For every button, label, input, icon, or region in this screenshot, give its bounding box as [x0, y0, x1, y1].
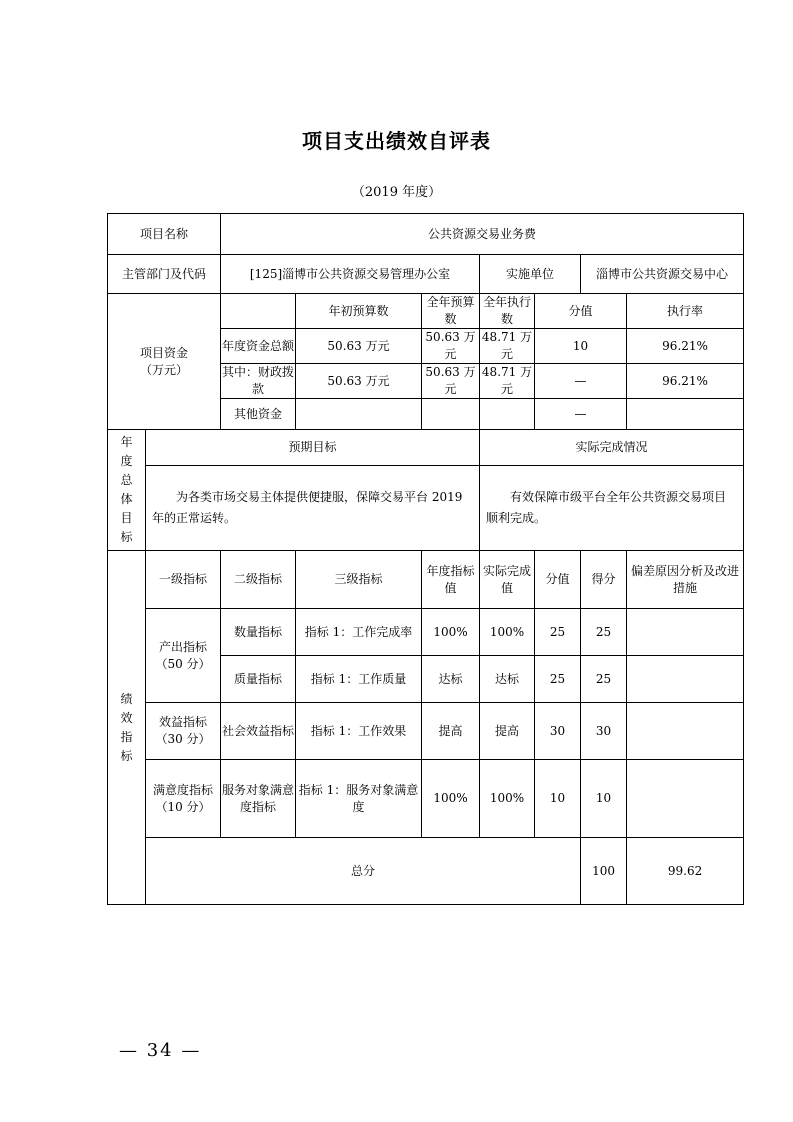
funds-cell: 50.63 万元 — [422, 364, 480, 399]
funds-cell: — — [535, 364, 627, 399]
level3-cell: 指标 1：服务对象满意度 — [296, 760, 422, 838]
score-cell: 30 — [581, 703, 627, 760]
goals-side-char: 总 — [120, 473, 133, 487]
deviation-cell — [627, 609, 744, 656]
deviation-header: 偏差原因分析及改进措施 — [627, 551, 744, 609]
row-funds-header — [108, 294, 744, 329]
funds-header: 分值 — [535, 294, 627, 329]
dept-value: [125]淄博市公共资源交易管理办公室 — [221, 255, 480, 294]
page-title: 项目支出绩效自评表 — [302, 129, 491, 153]
row-performance-header — [108, 551, 744, 609]
row-total — [108, 838, 744, 905]
project-name-label: 项目名称 — [108, 214, 221, 255]
funds-label — [108, 294, 221, 430]
performance-side-char: 绩 — [120, 691, 133, 706]
level1-satisfaction: 满意度指标（10 分） — [146, 760, 221, 838]
performance-side-label — [108, 551, 146, 905]
funds-cell — [627, 399, 744, 430]
dept-label: 主管部门及代码 — [108, 255, 221, 294]
funds-cell: 10 — [535, 329, 627, 364]
value-cell: 30 — [535, 703, 581, 760]
fiscal-year: （2019 年度） — [351, 185, 442, 200]
total-label: 总分 — [146, 838, 581, 905]
value-cell: 25 — [535, 656, 581, 703]
table-row — [108, 760, 744, 838]
total-value: 100 — [581, 838, 627, 905]
score-value-header: 分值 — [535, 551, 581, 609]
unit-label: 实施单位 — [480, 255, 581, 294]
performance-side-char: 标 — [120, 748, 133, 763]
score-cell: 25 — [581, 609, 627, 656]
goals-side-char: 度 — [120, 454, 133, 468]
level1-benefit: 效益指标（30 分） — [146, 703, 221, 760]
actual-cell: 100% — [480, 609, 535, 656]
funds-header: 全年执行数 — [480, 294, 535, 329]
funds-cell: 50.63 万元 — [296, 364, 422, 399]
funds-cell: 48.71 万元 — [480, 329, 535, 364]
funds-cell: 96.21% — [627, 364, 744, 399]
expected-goal-header: 预期目标 — [146, 430, 480, 466]
annual-cell: 达标 — [422, 656, 480, 703]
goals-side-char: 标 — [120, 530, 133, 544]
table-row — [108, 703, 744, 760]
funds-row-name: 年度资金总额 — [221, 329, 296, 364]
actual-value-header: 实际完成值 — [480, 551, 535, 609]
actual-cell: 达标 — [480, 656, 535, 703]
annual-cell: 100% — [422, 609, 480, 656]
funds-cell — [296, 399, 422, 430]
performance-side-char: 效 — [120, 710, 133, 725]
level2-cell: 数量指标 — [221, 609, 296, 656]
row-goals-content — [108, 466, 744, 551]
row-project-name — [108, 214, 744, 255]
table-row — [108, 609, 744, 656]
funds-cell — [480, 399, 535, 430]
evaluation-table — [107, 213, 744, 905]
level2-cell: 社会效益指标 — [221, 703, 296, 760]
goals-side-char: 体 — [120, 492, 133, 506]
score-cell: 25 — [581, 656, 627, 703]
unit-value: 淄博市公共资源交易中心 — [581, 255, 744, 294]
funds-cell: 50.63 万元 — [422, 329, 480, 364]
project-name-value: 公共资源交易业务费 — [221, 214, 744, 255]
actual-cell: 提高 — [480, 703, 535, 760]
level1-header: 一级指标 — [146, 551, 221, 609]
funds-row-name: 其他资金 — [221, 399, 296, 430]
actual-result-header: 实际完成情况 — [480, 430, 744, 466]
level1-output: 产出指标（50 分） — [146, 609, 221, 703]
funds-header: 执行率 — [627, 294, 744, 329]
goals-side-char: 目 — [120, 511, 133, 525]
funds-row-name: 其中：财政拨款 — [221, 364, 296, 399]
deviation-cell — [627, 656, 744, 703]
annual-cell: 提高 — [422, 703, 480, 760]
funds-cell: 96.21% — [627, 329, 744, 364]
level3-header: 三级指标 — [296, 551, 422, 609]
row-goals-header — [108, 430, 744, 466]
funds-cell: — — [535, 399, 627, 430]
funds-label-line1: 项目资金 — [140, 345, 189, 360]
performance-side-char: 指 — [120, 729, 133, 744]
funds-cell: 48.71 万元 — [480, 364, 535, 399]
level3-cell: 指标 1：工作质量 — [296, 656, 422, 703]
level3-cell: 指标 1：工作效果 — [296, 703, 422, 760]
page-number: — 34 — — [119, 1040, 202, 1061]
funds-cell — [422, 399, 480, 430]
value-cell: 25 — [535, 609, 581, 656]
score-cell: 10 — [581, 760, 627, 838]
level3-cell: 指标 1：工作完成率 — [296, 609, 422, 656]
expected-goal-text: 为各类市场交易主体提供便捷服，保障交易平台 2019 年的正常运转。 — [146, 466, 480, 551]
goals-side-char: 年 — [120, 435, 133, 449]
actual-result-text: 有效保障市级平台全年公共资源交易项目顺利完成。 — [480, 466, 744, 551]
row-department — [108, 255, 744, 294]
annual-cell: 100% — [422, 760, 480, 838]
funds-header: 全年预算数 — [422, 294, 480, 329]
level2-cell: 服务对象满意度指标 — [221, 760, 296, 838]
level2-cell: 质量指标 — [221, 656, 296, 703]
funds-header-blank — [221, 294, 296, 329]
goals-side-label — [108, 430, 146, 551]
level2-header: 二级指标 — [221, 551, 296, 609]
funds-cell: 50.63 万元 — [296, 329, 422, 364]
funds-header: 年初预算数 — [296, 294, 422, 329]
total-score: 99.62 — [627, 838, 744, 905]
value-cell: 10 — [535, 760, 581, 838]
funds-label-line2: （万元） — [140, 362, 189, 377]
deviation-cell — [627, 703, 744, 760]
annual-value-header: 年度指标值 — [422, 551, 480, 609]
score-header: 得分 — [581, 551, 627, 609]
actual-cell: 100% — [480, 760, 535, 838]
deviation-cell — [627, 760, 744, 838]
